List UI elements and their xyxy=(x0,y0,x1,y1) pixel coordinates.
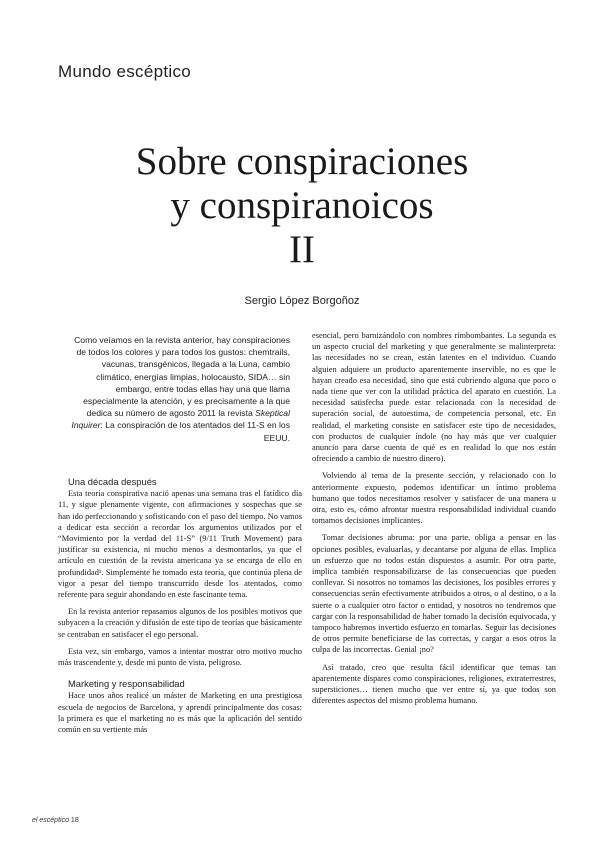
lede-tail: : La conspiración de los atentados del 11-S en los EEUU. xyxy=(100,420,290,443)
footer-magazine: el escéptico xyxy=(32,817,69,824)
section-label: Mundo escéptico xyxy=(58,62,192,81)
body-paragraph: En la revista anterior repasamos algunos de los posibles motivos que subyacen a la creación y difusión de este tipo de teorías que básicamente se centraban en satisfacer el ego personal. xyxy=(58,607,302,639)
body-paragraph: Volviendo al tema de la presente sección, y relacionado con lo anteriormente expuesto, podemos identificar un íntimo problema humano que todos necesitamos resolver y satisfacer de una manera u otra, esto es, cómo afrontar nuestra responsabilidad individual cuando tomamos decisiones implicantes. xyxy=(312,471,556,526)
article-title xyxy=(0,140,604,272)
body-paragraph: esencial, pero barnizándolo con nombres rimbombantes. La segunda es un aspecto crucial del marketing y que generalmente se malinterpreta: las necesidades no se crean, están latentes en el individuo. Cuando alguien adquiere un producto aparentemente inservible, no es que le hayan creado esa necesidad, sino que está cubriendo alguna que poco o nada tiene que ver con la utilidad práctica del aparato en cuestión. La necesidad satisfecha puede estar relacionada con la necesidad de superación social, de autoestima, de competencia personal, etc. En realidad, el marketing consiste en satisfacer este tipo de necesidades, con productos de cualquier índole (no hay más que ver cualquier anuncio para darse cuenta de qué es en realidad lo que nos están ofreciendo a cambio de nuestro dinero). xyxy=(312,331,556,464)
body-paragraph: Esta teoría conspirativa nació apenas una semana tras el fatídico día 11, y sigue plenamente vigente, con afirmaciones y sospechas que se han ido perfeccionando y sofisticando con el paso del tiempo. No vamos a dedicar esta sección a recordar los argumentos utilizados por el “Movimiento por la verdad del 11-S” (9/11 Truth Movement) para justificar su existencia, ni mucho menos a desmontarlos, ya que el artículo en cuestión de la revista americana ya se encarga de ello en profundidad¹. Simplemente he tomado esta teoría, que continúa plena de vigor a pesar del tiempo transcurrido desde los atentados, como referente para seguir ahondando en este fascinante tema. xyxy=(58,489,302,600)
subhead-marketing: Marketing y responsabilidad xyxy=(68,678,185,690)
title-line-1: Sobre conspiraciones xyxy=(135,140,469,183)
left-column xyxy=(58,476,302,735)
right-column xyxy=(312,330,556,707)
body-paragraph: Así tratado, creo que resulta fácil identificar que temas tan aparentemente dispares como conspiraciones, religiones, extraterrestres, supersticiones… tienen mucho que ver entre sí, ya que todos son diferentes aspectos del mismo problema humano. xyxy=(312,662,556,706)
body-paragraph: Tomar decisiones abruma: por una parte, obliga a pensar en las opciones posibles, evaluarlas, y decantarse por alguna de ellas. Implica un esfuerzo que no todos están dispuestos a asumir. Por otra parte, implica también responsabilizarse de las consecuencias que pueden conllevar. Si nosotros no tomamos las decisiones, los posibles errores y consecuencias serán efectivamente atribuidos a otros, o al destino, o a la suerte o a cualquier otro factor o entidad, y nosotros no tendremos que cargar con la responsabilidad de haber tomado la decisión equivocada, y tampoco habremos invertido esfuerzo en tomarlas. Seguir las decisiones de otros permite beneficiarse de las correctas, y cargar a esos otros la culpa de las incorrectas. Genial ¡no? xyxy=(312,533,556,655)
title-line-3: II xyxy=(289,228,315,271)
lede-magazine: Skeptical Inquirer xyxy=(71,408,290,431)
subhead-decada: Una década después xyxy=(68,476,157,487)
title-line-2: y conspiranoicos xyxy=(170,184,434,227)
page-number: 18 xyxy=(70,817,79,824)
body-paragraph: Esta vez, sin embargo, vamos a intentar mostrar otro motivo mucho más trascendente y, desde mi punto de vista, peligroso. xyxy=(58,646,302,668)
author-name: Sergio López Borgoñoz xyxy=(244,295,360,307)
body-paragraph: Hace unos años realicé un máster de Marketing en una prestigiosa escuela de negocios de Barcelona, y aprendí principalmente dos cosas: la primera es que el marketing no es más que la aplicación del sentido común en su vertiente más xyxy=(58,691,302,735)
lede-paragraph xyxy=(64,334,290,444)
page-footer xyxy=(32,817,79,824)
lede-text: Como veíamos en la revista anterior, hay conspiraciones de todos los colores y para todos los gustos: chemtrails, vacunas, transgénicos, llegada a la Luna, cambio climático, energías limpias, holocausto, SIDA… sin embargo, entre todas ellas hay una que llama especialmente la atención, y es precisamente a la que dedica su número de agosto 2011 la revista xyxy=(74,335,290,419)
